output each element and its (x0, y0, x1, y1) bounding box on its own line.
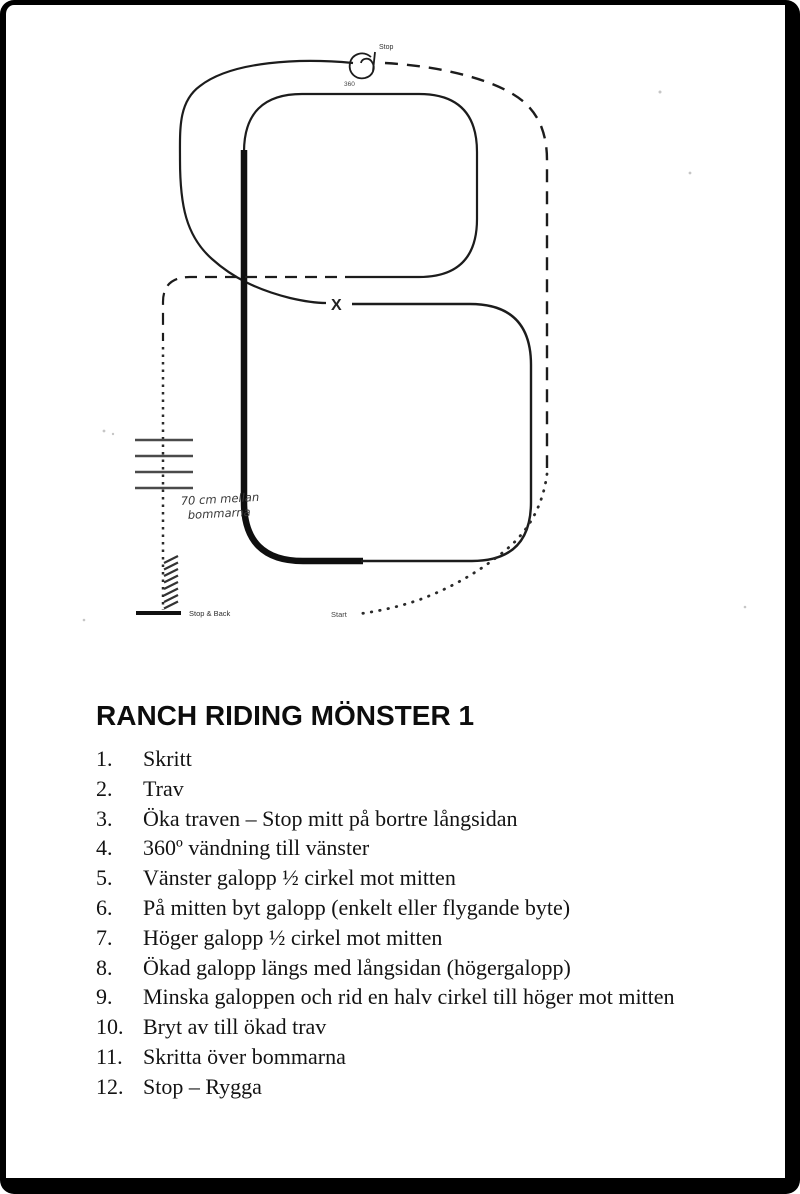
upper-loop-path (244, 94, 477, 277)
instruction-text: Trav (143, 775, 184, 801)
instruction-item (96, 833, 708, 863)
ground-poles (135, 440, 193, 488)
dashed-middle-path (163, 277, 357, 341)
instruction-text: Höger galopp ½ cirkel mot mitten (143, 924, 443, 950)
instruction-item (96, 804, 708, 834)
stop-top-label: Stop (379, 44, 394, 51)
instruction-item (96, 1072, 708, 1102)
instruction-number: 10. (96, 1014, 124, 1040)
instruction-number: 6. (96, 894, 113, 920)
lower-loop-path (352, 304, 531, 561)
backup-hatch-marks (164, 556, 178, 609)
poles-note-line1: 70 cm mellan (180, 489, 260, 508)
instruction-text: På mitten byt galopp (enkelt eller flygande byte) (143, 894, 571, 920)
instruction-number: 12. (96, 1073, 124, 1099)
instruction-item (96, 1042, 708, 1072)
instruction-item (96, 893, 708, 923)
instruction-item (96, 982, 708, 1012)
turn-360-icon (350, 53, 374, 78)
center-x-marker: X (331, 297, 342, 314)
instruction-text: Skritt (143, 746, 192, 771)
instruction-number: 7. (96, 924, 113, 950)
instruction-text: Ökad galopp längs med långsidan (högergalopp) (143, 954, 571, 980)
instruction-text: Öka traven – Stop mitt på bortre långsidan (143, 805, 518, 831)
instruction-text: Stop – Rygga (143, 1073, 262, 1099)
instruction-text: Minska galoppen och rid en halv cirkel till höger mot mitten (143, 984, 675, 1010)
instruction-text: Bryt av till ökad trav (143, 1014, 327, 1040)
poles-note-line2: bommarna (187, 504, 251, 522)
instruction-text: 360º vändning till vänster (143, 835, 370, 861)
instructions-section (96, 700, 756, 1102)
instruction-item (96, 923, 708, 953)
instruction-number: 2. (96, 775, 113, 801)
instruction-item (96, 953, 708, 983)
left-half-circle-path (180, 61, 353, 303)
instruction-item (96, 1012, 708, 1042)
turn-degrees-label: 360 (344, 81, 355, 88)
instruction-item (96, 774, 708, 804)
scan-noise (83, 91, 747, 622)
instruction-list (96, 744, 708, 1102)
dashed-right-path (385, 63, 547, 468)
instruction-item (96, 744, 708, 774)
thick-emphasis-path (244, 150, 363, 561)
instruction-number: 3. (96, 805, 113, 831)
instruction-text: Skritta över bommarna (143, 1043, 346, 1069)
instruction-number: 4. (96, 835, 113, 861)
instruction-text: Vänster galopp ½ cirkel mot mitten (143, 865, 456, 891)
instruction-number: 9. (96, 984, 113, 1010)
instruction-number: 5. (96, 865, 113, 891)
instruction-number: 11. (96, 1043, 123, 1069)
instruction-item (96, 863, 708, 893)
instruction-number: 8. (96, 954, 113, 980)
page-title: RANCH RIDING MÖNSTER 1 (96, 700, 475, 731)
start-label: Start (331, 610, 347, 619)
instruction-number: 1. (96, 746, 113, 771)
stop-back-label: Stop & Back (189, 609, 231, 618)
